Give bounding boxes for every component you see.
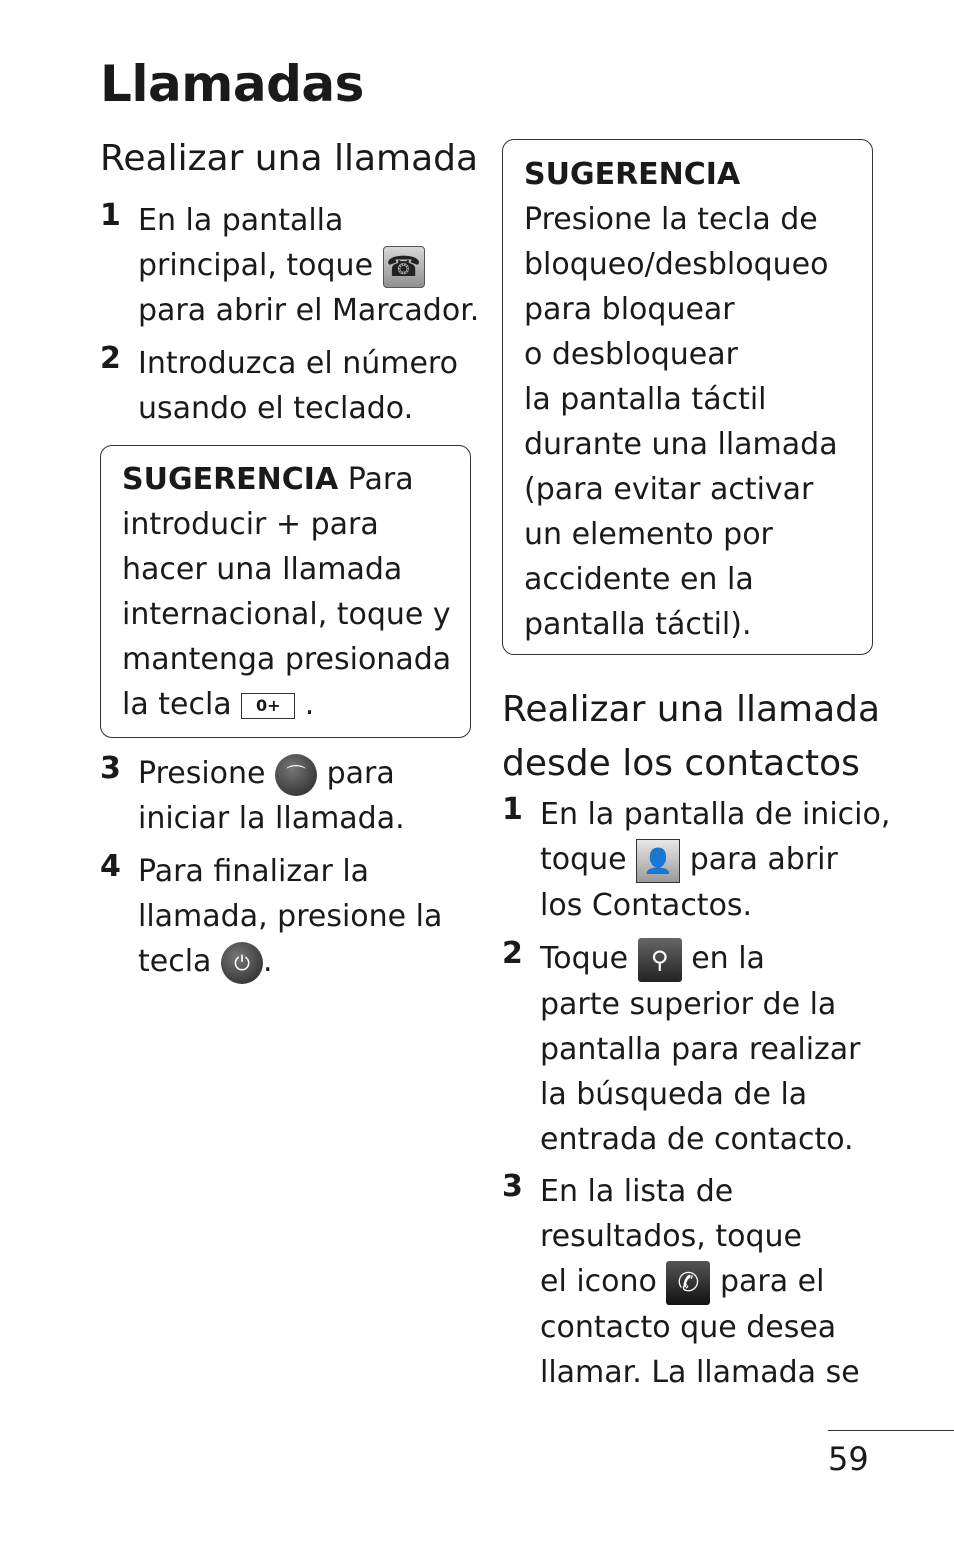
page-number: 59 bbox=[828, 1440, 869, 1478]
step-line: el icono bbox=[540, 1264, 657, 1299]
step-line: tecla bbox=[138, 944, 212, 979]
tip-line: mantenga presionada bbox=[122, 642, 452, 677]
tip-line: pantalla táctil). bbox=[524, 607, 752, 642]
page-title: Llamadas bbox=[100, 55, 364, 113]
tip-line: hacer una llamada bbox=[122, 552, 403, 587]
step-line: En la pantalla bbox=[138, 203, 344, 238]
heading-line: desde los contactos bbox=[502, 743, 860, 784]
tip-line: accidente en la bbox=[524, 562, 754, 597]
tip-line: para bloquear bbox=[524, 292, 735, 327]
step-4 bbox=[100, 849, 442, 984]
step-number: 2 bbox=[100, 341, 121, 376]
step-number: 3 bbox=[502, 1169, 523, 1204]
tip-box-international bbox=[100, 445, 471, 738]
step-number: 3 bbox=[100, 751, 121, 786]
search-icon: ⚲ bbox=[638, 938, 682, 982]
tip-line: (para evitar activar bbox=[524, 472, 814, 507]
step-line: entrada de contacto. bbox=[540, 1121, 854, 1157]
step-line: llamada, presione la bbox=[138, 899, 443, 934]
tip-line: internacional, toque y bbox=[122, 597, 451, 632]
contacts-step-1 bbox=[502, 792, 890, 928]
call-end-icon: ⏻ bbox=[221, 942, 263, 984]
section-heading-make-call: Realizar una llamada bbox=[100, 138, 479, 179]
contacts-icon: 👤 bbox=[636, 839, 680, 883]
step-line: los Contactos. bbox=[540, 887, 753, 923]
tip-line: introducir + para bbox=[122, 507, 379, 542]
step-line: Para finalizar la bbox=[138, 854, 370, 889]
tip-line: durante una llamada bbox=[524, 427, 838, 462]
step-line: para el bbox=[719, 1264, 825, 1299]
step-line: contacto que desea bbox=[540, 1309, 837, 1345]
tip-line: la pantalla táctil bbox=[524, 382, 767, 417]
call-send-icon: ⌒ bbox=[275, 754, 317, 796]
step-line: Presione bbox=[138, 756, 266, 791]
step-line: En la pantalla de inicio, bbox=[540, 797, 891, 832]
zero-plus-key-icon: 0+ bbox=[241, 693, 295, 719]
tip-label: SUGERENCIA bbox=[524, 157, 741, 192]
step-line: usando el teclado. bbox=[138, 391, 414, 426]
step-number: 2 bbox=[502, 936, 523, 971]
step-number: 4 bbox=[100, 849, 121, 884]
step-line: . bbox=[262, 944, 273, 979]
tip-line: un elemento por bbox=[524, 517, 773, 552]
tip-line: Para bbox=[347, 462, 414, 497]
step-line: resultados, toque bbox=[540, 1219, 802, 1254]
tip-line: o desbloquear bbox=[524, 337, 738, 372]
step-1 bbox=[100, 198, 479, 333]
step-line: para abrir bbox=[689, 842, 838, 877]
footer-rule bbox=[828, 1430, 954, 1431]
step-line: Toque bbox=[540, 941, 629, 976]
step-line: la búsqueda de la bbox=[540, 1076, 808, 1112]
heading-line: Realizar una llamada bbox=[502, 689, 881, 730]
step-line: En la lista de bbox=[540, 1174, 734, 1209]
step-line: iniciar la llamada. bbox=[138, 801, 405, 836]
tip-box-lock bbox=[502, 139, 873, 655]
tip-line: bloqueo/desbloqueo bbox=[524, 247, 829, 282]
step-line: parte superior de la bbox=[540, 986, 837, 1022]
phone-dialer-icon: ☎ bbox=[383, 246, 425, 288]
section-heading-call-from-contacts bbox=[502, 683, 880, 791]
step-line: pantalla para realizar bbox=[540, 1031, 861, 1067]
step-line: principal, toque bbox=[138, 248, 374, 283]
step-line: para abrir el Marcador. bbox=[138, 293, 480, 328]
step-line: toque bbox=[540, 842, 627, 877]
step-number: 1 bbox=[502, 792, 523, 827]
tip-line: Presione la tecla de bbox=[524, 202, 818, 237]
step-line: en la bbox=[691, 941, 765, 976]
step-line: llamar. La llamada se bbox=[540, 1354, 860, 1390]
step-number: 1 bbox=[100, 198, 121, 233]
tip-label: SUGERENCIA bbox=[122, 462, 339, 497]
step-3 bbox=[100, 751, 405, 841]
contacts-step-2 bbox=[502, 936, 861, 1162]
step-line: Introduzca el número bbox=[138, 346, 458, 381]
contacts-step-3 bbox=[502, 1169, 860, 1395]
tip-line: . bbox=[304, 687, 315, 722]
step-2 bbox=[100, 341, 458, 431]
call-icon: ✆ bbox=[666, 1261, 710, 1305]
tip-line: la tecla bbox=[122, 687, 232, 722]
step-line: para bbox=[326, 756, 395, 791]
